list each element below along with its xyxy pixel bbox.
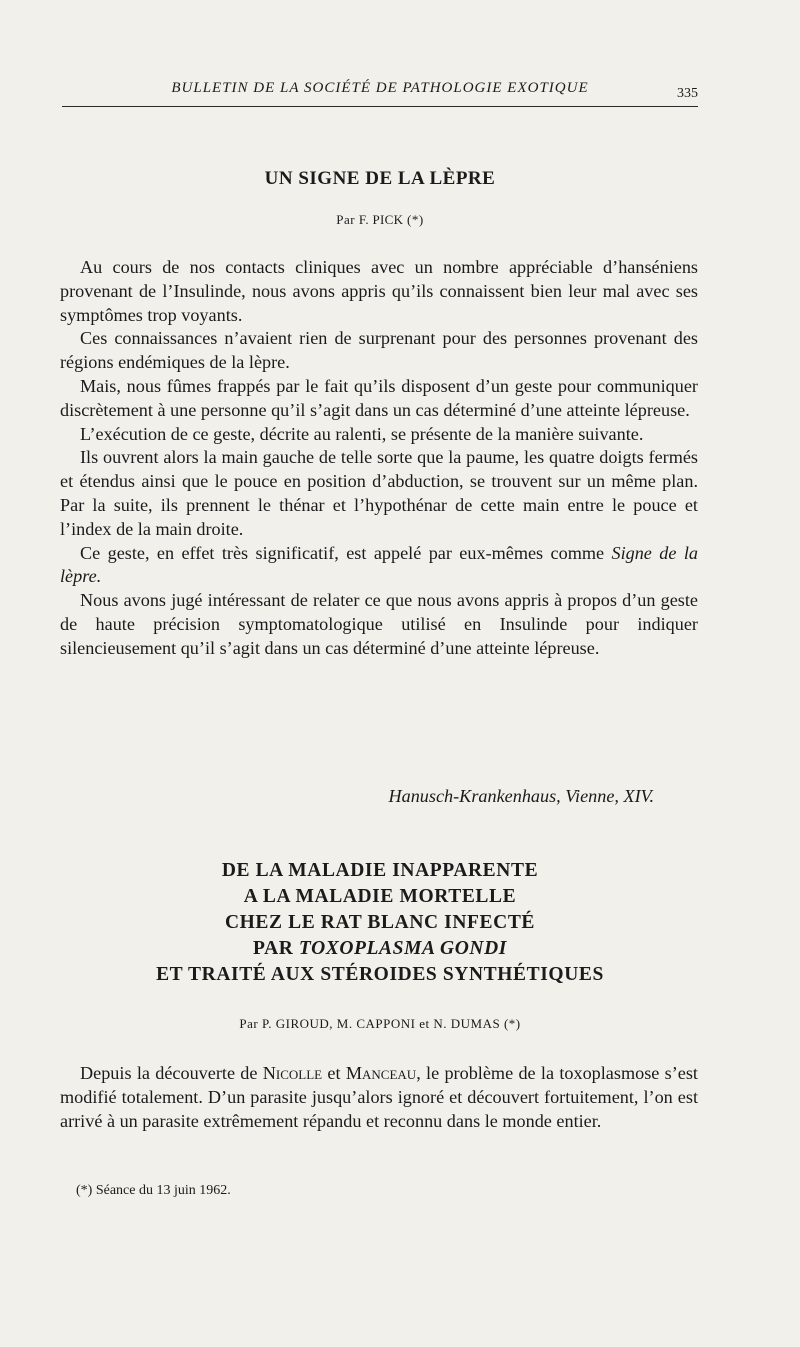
paragraph-text: Depuis la découverte de bbox=[80, 1063, 263, 1083]
article1-paragraph: Ces connaissances n’avaient rien de surprenant pour des personnes provenant des régions endémiques de la lèpre. bbox=[60, 328, 698, 373]
byline-author: F. PICK bbox=[358, 212, 404, 227]
title-line: DE LA MALADIE INAPPARENTE bbox=[221, 860, 539, 881]
article2-paragraph bbox=[60, 1062, 698, 1133]
toxoplasma-gondi: TOXOPLASMA GONDI bbox=[298, 938, 507, 959]
article1-paragraph: Ils ouvrent alors la main gauche de telle sorte que la paume, les quatre doigts fermés et étendus ainsi que le pouce en position d’abduction, se trouvent sur un même plan. Par la suite, ils prennent le thénar et l’hypothénar de cette main entre le pouce et l’index de la main droite. bbox=[60, 447, 698, 539]
title-prefix: PAR bbox=[253, 938, 299, 959]
article2-byline: Par P. GIROUD, M. CAPPONI et N. DUMAS (*) bbox=[239, 1016, 521, 1031]
title-line: A LA MALADIE MORTELLE bbox=[243, 886, 517, 907]
signe-de-la-lepre: Signe de la lèpre. bbox=[60, 542, 698, 587]
article1-title: UN SIGNE DE LA LÈPRE bbox=[264, 168, 496, 189]
article1-paragraph: Au cours de nos contacts cliniques avec un nombre appréciable d’hanséniens provenant de l’Insulinde, nous avons appris qu’ils connaissent bien leur mal avec ses symptômes trop voyants. bbox=[60, 257, 698, 325]
article1-paragraph: Mais, nous fûmes frappés par le fait qu’ils disposent d’un geste pour communiquer discrètement à une personne qu’il s’agit dans un cas déterminé d’une atteinte lépreuse. bbox=[60, 375, 698, 420]
byline-mark: (*) bbox=[407, 212, 424, 227]
article1-body bbox=[60, 256, 698, 661]
article1-affiliation: Hanusch-Krankenhaus, Vienne, XIV. bbox=[388, 786, 654, 806]
article1-paragraph bbox=[60, 542, 698, 590]
title-line: CHEZ LE RAT BLANC INFECTÉ bbox=[224, 912, 536, 933]
author-nicolle: Nicolle bbox=[262, 1063, 323, 1083]
paragraph-text: , le problème de la toxoplasmose s’est modifié totalement. D’un parasite jusqu’alors ignoré et découvert fortuitement, l’on est arrivé à un parasite extrêmement répandu et reconnu dans le monde entier. bbox=[60, 1063, 698, 1131]
page-number: 335 bbox=[677, 86, 698, 101]
running-header bbox=[62, 80, 698, 107]
title-line bbox=[62, 936, 698, 962]
footnote: (*) Séance du 13 juin 1962. bbox=[76, 1183, 231, 1198]
title-line: ET TRAITÉ AUX STÉROIDES SYNTHÉTIQUES bbox=[156, 964, 604, 985]
article2-title bbox=[62, 858, 698, 988]
article2-body bbox=[60, 1062, 698, 1133]
paragraph-text: Ce geste, en effet très significatif, est appelé par eux-mêmes comme bbox=[80, 542, 612, 563]
journal-title: BULLETIN DE LA SOCIÉTÉ DE PATHOLOGIE EXOTIQUE bbox=[171, 80, 589, 96]
byline-prefix: Par bbox=[336, 212, 356, 227]
paragraph-text: et bbox=[322, 1063, 346, 1083]
author-manceau: Manceau bbox=[345, 1063, 417, 1083]
article1-byline bbox=[62, 212, 698, 228]
article1-paragraph: Nous avons jugé intéressant de relater ce que nous avons appris à propos d’un geste de haute précision symptomatologique utilisé en Insulinde pour indiquer silencieusement qu’il s’agit dans un cas déterminé d’une atteinte lépreuse. bbox=[60, 590, 698, 658]
article1-paragraph: L’exécution de ce geste, décrite au ralenti, se présente de la manière suivante. bbox=[80, 423, 644, 444]
